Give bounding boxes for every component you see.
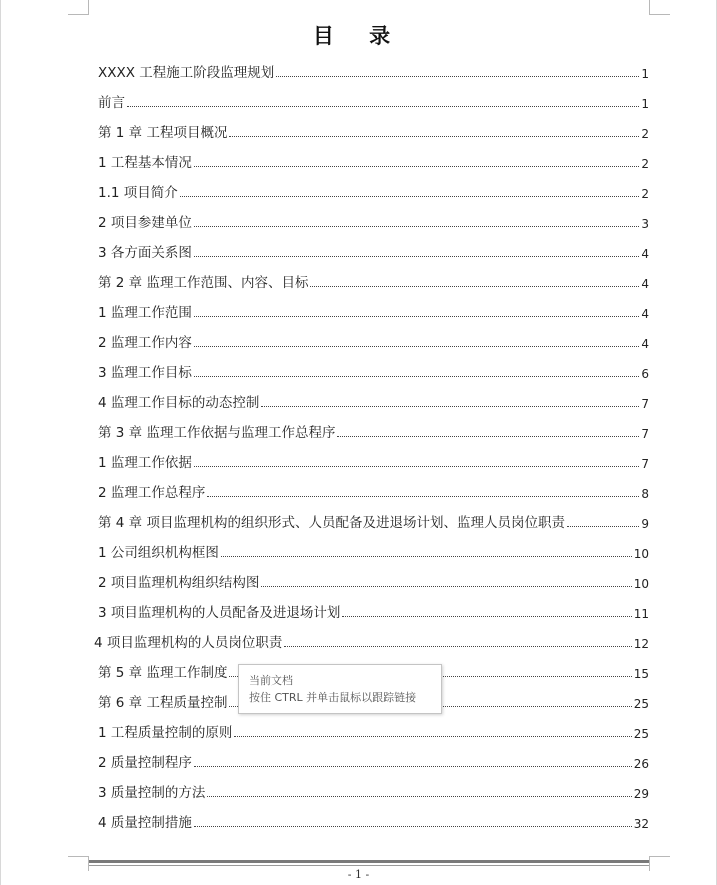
page-number: - 1 - (347, 868, 370, 881)
toc-entry[interactable] (98, 145, 649, 175)
toc-entry-label: XXXX 工程施工阶段监理规划 (98, 65, 275, 81)
tooltip-line-2: 按住 CTRL 并单击鼠标以跟踪链接 (249, 691, 417, 704)
toc-entry[interactable] (98, 715, 649, 745)
toc-entry-page-number: 3 (641, 217, 649, 231)
toc-dot-leader (337, 436, 639, 437)
footer-rule-thin (89, 865, 649, 866)
toc-title: 目 录 (312, 24, 405, 48)
toc-entry-label: 2 监理工作总程序 (98, 485, 206, 501)
toc-entry-label: 1 工程基本情况 (98, 155, 192, 171)
toc-entry[interactable] (98, 115, 649, 145)
toc-entry[interactable] (94, 625, 649, 655)
toc-entry-page-number: 4 (641, 247, 649, 261)
toc-entry[interactable] (98, 595, 649, 625)
toc-dot-leader (310, 286, 639, 287)
toc-entry-label: 1 公司组织机构框图 (98, 545, 219, 561)
toc-entry-page-number: 25 (633, 727, 649, 741)
toc-dot-leader (261, 406, 639, 407)
toc-entry[interactable] (98, 565, 649, 595)
table-of-contents (94, 55, 649, 835)
toc-entry-page-number: 10 (633, 547, 649, 561)
toc-dot-leader (194, 766, 632, 767)
tooltip-line-1: 当前文档 (249, 674, 293, 687)
toc-dot-leader (221, 556, 632, 557)
toc-dot-leader (180, 196, 640, 197)
toc-entry-page-number: 4 (641, 337, 649, 351)
toc-dot-leader (207, 496, 639, 497)
toc-entry-page-number: 2 (641, 157, 649, 171)
toc-entry-page-number: 7 (641, 427, 649, 441)
toc-dot-leader (194, 826, 632, 827)
toc-entry-page-number: 9 (641, 517, 649, 531)
toc-entry-page-number: 10 (633, 577, 649, 591)
toc-entry-page-number: 4 (641, 277, 649, 291)
toc-entry-page-number: 32 (633, 817, 649, 831)
toc-entry[interactable] (98, 745, 649, 775)
toc-dot-leader (194, 346, 639, 347)
toc-entry[interactable] (98, 445, 649, 475)
toc-entry[interactable] (98, 295, 649, 325)
toc-entry-label: 1 监理工作依据 (98, 455, 192, 471)
toc-entry-label: 1 工程质量控制的原则 (98, 725, 233, 741)
toc-entry-page-number: 7 (641, 397, 649, 411)
toc-entry[interactable] (98, 325, 649, 355)
toc-dot-leader (284, 646, 631, 647)
toc-entry[interactable] (98, 385, 649, 415)
toc-entry-page-number: 2 (641, 187, 649, 201)
toc-entry[interactable] (98, 415, 649, 445)
toc-entry-page-number: 4 (641, 307, 649, 321)
toc-entry[interactable] (98, 85, 649, 115)
toc-entry[interactable] (98, 175, 649, 205)
toc-entry-label: 2 项目参建单位 (98, 215, 192, 231)
toc-dot-leader (229, 136, 639, 137)
toc-entry-page-number: 25 (633, 697, 649, 711)
toc-dot-leader (194, 316, 639, 317)
toc-entry[interactable] (98, 505, 649, 535)
toc-dot-leader (194, 166, 639, 167)
toc-dot-leader (194, 256, 639, 257)
toc-entry[interactable] (98, 775, 649, 805)
toc-entry-page-number: 7 (641, 457, 649, 471)
toc-entry-page-number: 15 (633, 667, 649, 681)
toc-entry[interactable] (98, 205, 649, 235)
margin-corner-top-right (649, 0, 670, 15)
toc-entry-page-number: 2 (641, 127, 649, 141)
toc-entry-page-number: 11 (633, 607, 649, 621)
toc-dot-leader (261, 586, 631, 587)
toc-dot-leader (194, 226, 639, 227)
toc-entry-label: 4 项目监理机构的人员岗位职责 (94, 635, 283, 651)
toc-entry-label: 2 项目监理机构组织结构图 (98, 575, 260, 591)
toc-entry[interactable] (98, 265, 649, 295)
toc-entry[interactable] (98, 55, 649, 85)
toc-entry-label: 第 6 章 工程质量控制 (98, 695, 228, 711)
link-tooltip (238, 664, 442, 714)
toc-entry-label: 1.1 项目简介 (98, 185, 178, 201)
toc-entry-label: 4 质量控制措施 (98, 815, 192, 831)
toc-entry-label: 2 监理工作内容 (98, 335, 192, 351)
toc-entry[interactable] (98, 355, 649, 385)
toc-entry-label: 3 监理工作目标 (98, 365, 192, 381)
toc-entry-label: 第 2 章 监理工作范围、内容、目标 (98, 275, 309, 291)
toc-entry-label: 2 质量控制程序 (98, 755, 192, 771)
toc-entry-page-number: 1 (641, 67, 649, 81)
toc-dot-leader (127, 106, 639, 107)
toc-entry-page-number: 6 (641, 367, 649, 381)
toc-dot-leader (342, 616, 631, 617)
toc-entry-label: 4 监理工作目标的动态控制 (98, 395, 260, 411)
toc-entry-label: 第 3 章 监理工作依据与监理工作总程序 (98, 425, 336, 441)
toc-dot-leader (194, 376, 639, 377)
toc-dot-leader (567, 526, 639, 527)
toc-entry-page-number: 1 (641, 97, 649, 111)
margin-corner-top-left (68, 0, 89, 15)
toc-dot-leader (207, 796, 631, 797)
toc-entry-page-number: 26 (633, 757, 649, 771)
toc-dot-leader (194, 466, 639, 467)
toc-entry-label: 第 4 章 项目监理机构的组织形式、人员配备及进退场计划、监理人员岗位职责 (98, 515, 565, 531)
toc-entry[interactable] (98, 235, 649, 265)
toc-entry-page-number: 8 (641, 487, 649, 501)
toc-entry[interactable] (98, 475, 649, 505)
toc-entry-label: 前言 (98, 95, 125, 111)
toc-entry-label: 3 质量控制的方法 (98, 785, 206, 801)
toc-entry-label: 1 监理工作范围 (98, 305, 192, 321)
toc-entry[interactable] (98, 805, 649, 835)
toc-dot-leader (234, 736, 631, 737)
toc-entry-page-number: 29 (633, 787, 649, 801)
toc-entry[interactable] (98, 535, 649, 565)
footer-rule (89, 860, 649, 863)
toc-entry-label: 第 1 章 工程项目概况 (98, 125, 228, 141)
toc-entry-page-number: 12 (633, 637, 649, 651)
toc-dot-leader (276, 76, 639, 77)
toc-entry-label: 第 5 章 监理工作制度 (98, 665, 228, 681)
toc-entry-label: 3 各方面关系图 (98, 245, 192, 261)
toc-entry-label: 3 项目监理机构的人员配备及进退场计划 (98, 605, 341, 621)
